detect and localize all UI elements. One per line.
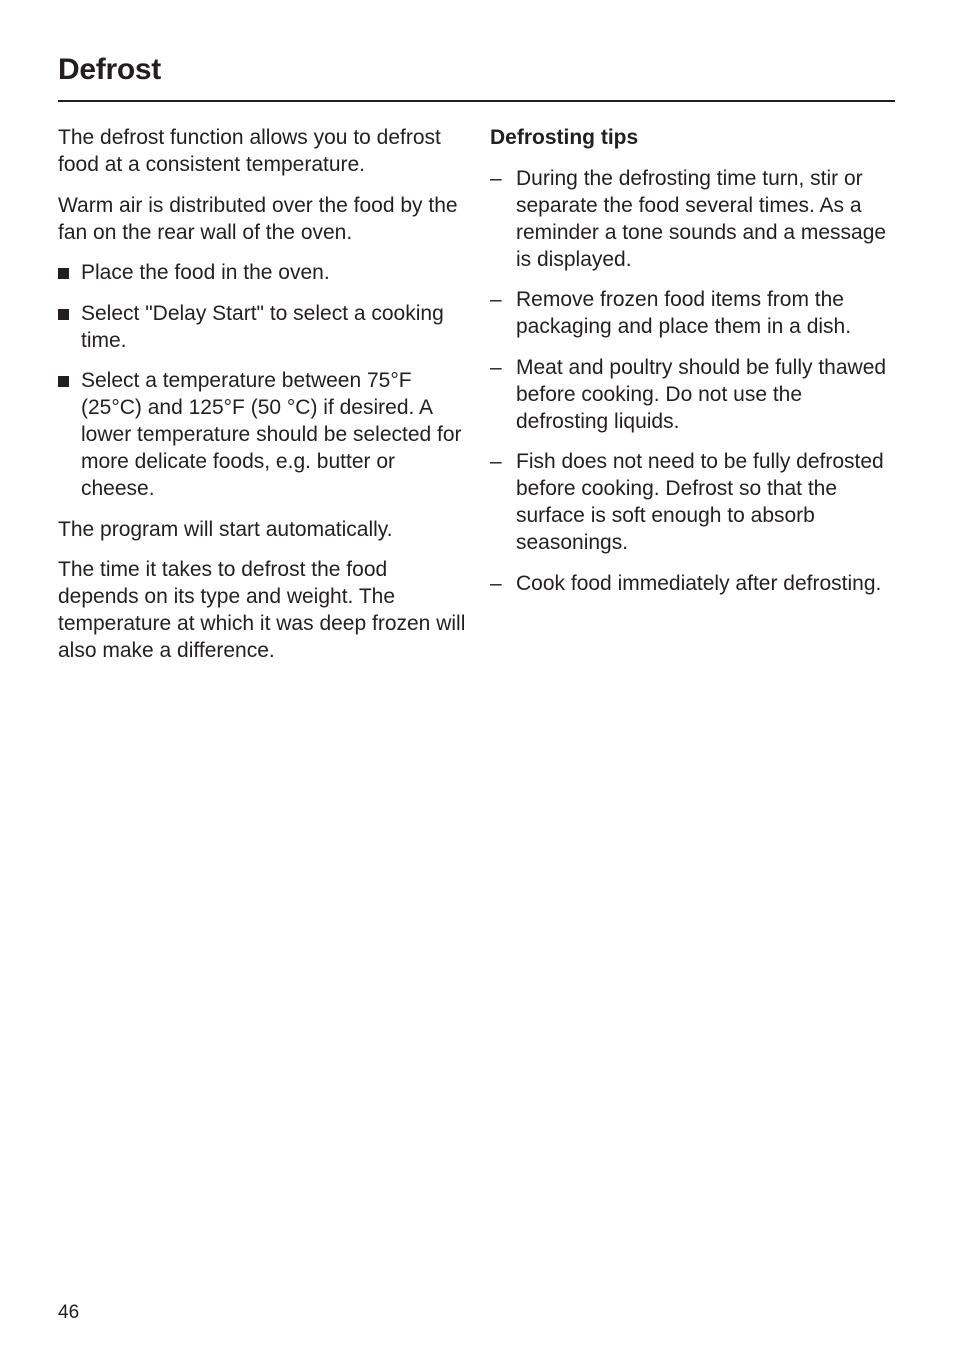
intro-paragraph: The defrost function allows you to defrost food at a consistent temperature. [58,126,441,176]
dash-bullet-icon: – [490,571,502,595]
page-title: Defrost [58,53,161,86]
page-number: 46 [58,1302,80,1323]
right-column [490,124,900,610]
title-divider [58,100,895,102]
square-bullet-icon [58,376,69,387]
tip-item [490,570,900,597]
instruction-text: Select a temperature between 75°F (25°C) and 125°F (50 °C) if desired. A lower temperature should be selected for more delicate foods, e.g. butter or cheese. [81,369,462,500]
instruction-text: Place the food in the oven. [81,261,330,284]
square-bullet-icon [58,268,69,279]
tip-item [490,286,900,340]
dash-bullet-icon: – [490,450,502,473]
fan-paragraph: Warm air is distributed over the food by the fan on the rear wall of the oven. [58,193,458,244]
tips-list [490,165,900,597]
tip-item [490,354,900,435]
tips-heading: Defrosting tips [490,126,639,149]
square-bullet-icon [58,309,69,320]
instruction-list [58,259,468,502]
tip-text: Cook food immediately after defrosting. [516,571,882,595]
instruction-item [58,367,468,502]
tip-text: During the defrosting time turn, stir or separate the food several times. As a reminder a tone sounds and a message is displayed. [516,166,887,271]
dash-bullet-icon: – [490,288,502,311]
duration-paragraph: The time it takes to defrost the food depends on its type and weight. The temperature at which it was deep frozen will also make a difference. [58,558,466,662]
tip-item [490,448,900,556]
tip-text: Fish does not need to be fully defrosted before cooking. Defrost so that the surface is soft enough to absorb seasonings. [516,450,884,554]
instruction-item [58,259,468,286]
dash-bullet-icon: – [490,166,502,190]
tip-item [490,165,900,273]
auto-start-paragraph: The program will start automatically. [58,517,393,541]
left-column [58,124,468,678]
tip-text: Meat and poultry should be fully thawed before cooking. Do not use the defrosting liquids. [516,355,887,433]
tip-text: Remove frozen food items from the packaging and place them in a dish. [516,288,852,338]
instruction-text: Select "Delay Start" to select a cooking time. [81,301,444,352]
instruction-item [58,300,468,354]
dash-bullet-icon: – [490,355,502,379]
